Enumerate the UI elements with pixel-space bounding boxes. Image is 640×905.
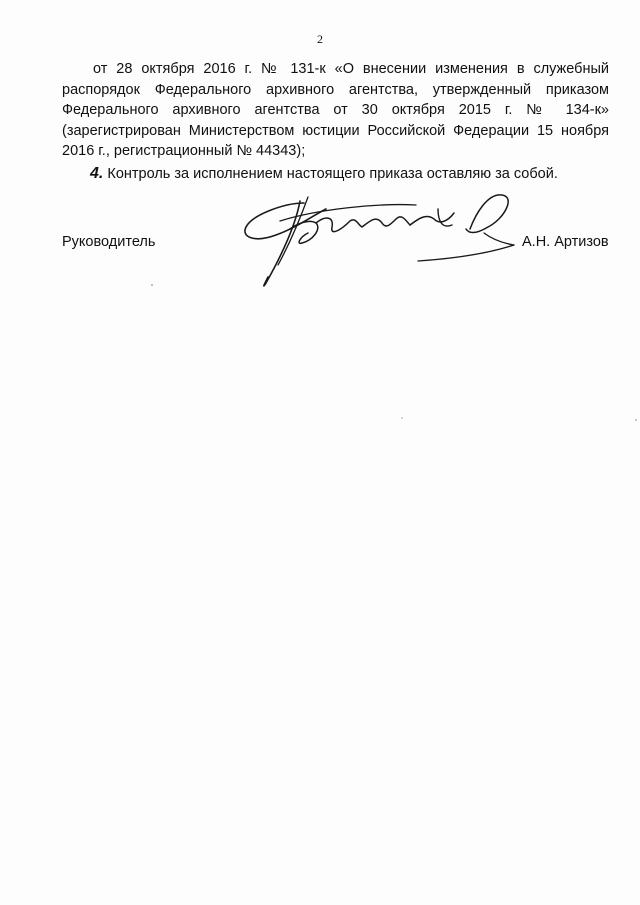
item-4-number: 4. <box>90 164 104 182</box>
continuation-paragraph: от 28 октября 2016 г. № 131-к «О внесении изменения в служебный распорядок Федерального архивного агентства, утвержденный приказом Федерального архивного агентства от 30 октября 2015 г. № 134-к» (зарегистрирован Министерством юстиции Российской Федерации 15 ноября 2016 г., регистрационный № 44343); <box>62 61 609 159</box>
page-number: 2 <box>317 32 323 46</box>
document-body <box>62 59 609 184</box>
head-title: Руководитель <box>62 234 156 250</box>
handwritten-signature-icon <box>238 185 528 295</box>
item-4-paragraph <box>62 164 609 185</box>
item-4-text: Контроль за исполнением настоящего приказа оставляю за собой. <box>103 165 558 182</box>
head-name: А.Н. Артизов <box>522 234 609 250</box>
